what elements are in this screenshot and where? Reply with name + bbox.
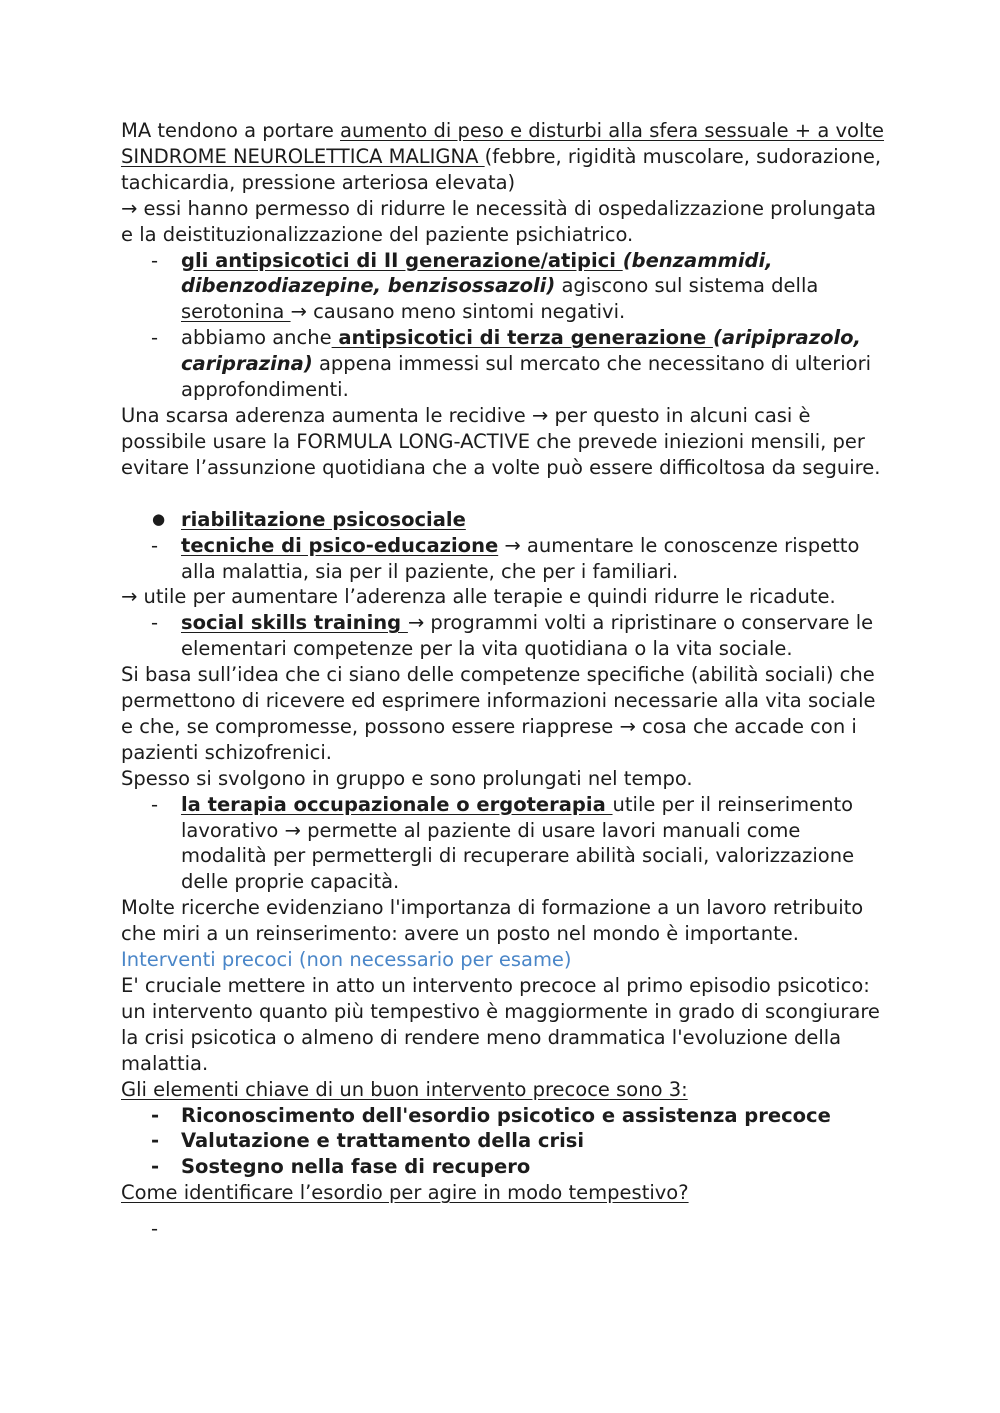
term-third-generation: antipsicotici di terza generazione: [331, 326, 713, 350]
dash-marker: -: [151, 1217, 159, 1241]
list-item: - social skills training → programmi volti a ripristinare o conservare le elementari competenze per la vita quotidiana o la vita sociale.: [151, 611, 874, 661]
paragraph-group: Spesso si svolgono in gruppo e sono prolungati nel tempo.: [121, 766, 693, 790]
underlined-side-effects: aumento di peso e disturbi alla sfera sessuale + a volte SINDROME NEUROLETTICA MALIGNA: [121, 119, 885, 168]
key-elements-intro: Gli elementi chiave di un buon intervento precoce sono 3:: [121, 1077, 688, 1101]
list-item: - tecniche di psico-educazione → aumentare le conoscenze rispetto alla malattia, sia per il paziente, che per i familiari.: [151, 533, 860, 583]
list-item: - abbiamo anche antipsicotici di terza generazione (aripiprazolo, cariprazina) appena immessi sul mercato che necessitano di ulteriori approfondimenti.: [151, 326, 872, 402]
paragraph-long-active: Una scarsa aderenza aumenta le recidive → per questo in alcuni casi è possibile usare la FORMULA LONG-ACTIVE che prevede iniezioni mensili, per evitare l’assunzione quotidiana che a volte può essere difficoltosa da seguire.: [121, 403, 881, 479]
question-line: Come identificare l’esordio per agire in modo tempestivo?: [121, 1181, 689, 1205]
list-item: - Sostegno nella fase di recupero: [151, 1155, 531, 1179]
term-social-skills: social skills training: [181, 611, 408, 635]
dash-marker: -: [151, 533, 159, 557]
bullet-marker: ●: [152, 509, 166, 528]
list-item: - Riconoscimento dell'esordio psicotico e assistenza precoce: [151, 1103, 831, 1127]
section-heading: Interventi precoci (non necessario per esame): [121, 948, 572, 972]
dash-marker: -: [151, 248, 159, 272]
paragraph-early-intervention: E' cruciale mettere in atto un intervento precoce al primo episodio psicotico: un intervento quanto più tempestivo è maggiormente in grado di scongiurare la crisi psicotica o almeno di rendere meno drammatica l'evoluzione della malattia.: [121, 974, 880, 1075]
paragraph-work: Molte ricerche evidenziano l'importanza di formazione a un lavoro retribuito che miri a un reinserimento: avere un posto nel mondo è importante.: [121, 896, 864, 946]
paragraph-side-effects: MA tendono a portare aumento di peso e disturbi alla sfera sessuale + a volte SINDROME NEUROLETTICA MALIGNA (febbre, rigidità muscolare, sudorazione, tachicardia, pressione arteriosa elevata): [121, 119, 885, 194]
dash-marker: -: [151, 792, 159, 816]
document-page: [121, 118, 891, 1242]
paragraph-hospitalization: → essi hanno permesso di ridurre le necessità di ospedalizzazione prolungata e la deistituzionalizzazione del paziente psichiatrico.: [121, 196, 877, 246]
list-item-empty: [121, 1216, 891, 1242]
list-item: - gli antipsicotici di II generazione/atipici (benzammidi, dibenzodiazepine, benzisossazoli) agiscono sul sistema della serotonina → causano meno sintomi negativi.: [151, 248, 819, 324]
dash-marker: -: [151, 1129, 160, 1153]
term-psychoeducation: tecniche di psico-educazione: [181, 533, 499, 557]
list-item: - la terapia occupazionale o ergoterapia utile per il reinserimento lavorativo → permette al paziente di usare lavori manuali come modalità per permettergli di recuperare abilità sociali, valorizzazione delle proprie capacità.: [151, 792, 855, 894]
paragraph-social-skills: Si basa sull’idea che ci siano delle competenze specifiche (abilità sociali) che permettono di ricevere ed esprimere informazioni necessarie alla vita sociale e che, se compromesse, possono essere riapprese → cosa che accade con i pazienti schizofrenici.: [121, 663, 876, 764]
paragraph-adherence: → utile per aumentare l’aderenza alle terapie e quindi ridurre le ricadute.: [121, 585, 836, 609]
spacer: [121, 481, 891, 507]
dash-marker: -: [151, 611, 159, 635]
term-second-generation: gli antipsicotici di II generazione/atipici: [181, 248, 623, 272]
term-psychosocial-rehab: riabilitazione psicosociale: [181, 507, 466, 531]
bullet-item: [121, 507, 891, 533]
list-item: - Valutazione e trattamento della crisi: [151, 1129, 585, 1153]
dash-marker: -: [151, 326, 159, 350]
dash-marker: -: [151, 1155, 160, 1179]
term-occupational-therapy: la terapia occupazionale o ergoterapia: [181, 792, 613, 816]
dash-marker: -: [151, 1103, 160, 1127]
